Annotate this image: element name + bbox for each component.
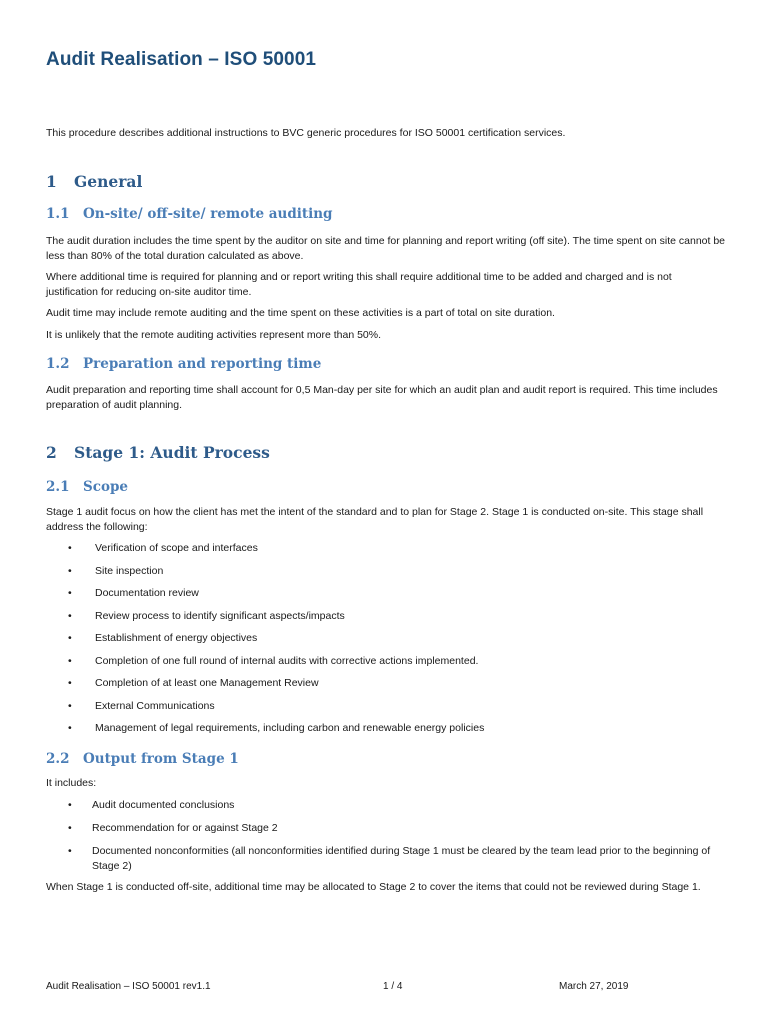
list-item-text: Audit documented conclusions (92, 799, 235, 811)
subsection-title: On-site/ off-site/ remote auditing (83, 206, 333, 222)
bullet-icon: • (68, 542, 72, 554)
footer-document-ref: Audit Realisation – ISO 50001 rev1.1 (46, 981, 211, 992)
section-number: 1 (46, 172, 57, 191)
section-title: Stage 1: Audit Process (74, 443, 270, 462)
paragraph: It is unlikely that the remote auditing activities represent more than 50%. (46, 329, 382, 341)
list-item-text: Completion of at least one Management Review (95, 677, 319, 689)
document-title: Audit Realisation – ISO 50001 (46, 49, 317, 70)
list-item-text: External Communications (95, 700, 215, 712)
bullet-icon: • (68, 610, 72, 622)
subsection-number: 2.1 (46, 479, 70, 495)
paragraph: Audit time may include remote auditing and the time spent on these activities is a part of total on site duration. (46, 307, 555, 319)
section-1-heading (46, 172, 142, 191)
bullet-icon: • (68, 677, 72, 689)
subsection-title: Scope (83, 479, 129, 495)
subsection-number: 1.2 (46, 356, 70, 372)
bullet-icon: • (68, 655, 72, 667)
section-2-2-heading (46, 751, 239, 767)
section-1-2-heading (46, 356, 321, 372)
list-item-text: Review process to identify significant aspects/impacts (95, 610, 345, 622)
paragraph: The audit duration includes the time spent by the auditor on site and time for planning and report writing (off site). The time spent on site cannot be less than 80% of the total duration calculated as above. (46, 235, 726, 262)
list-item-text: Site inspection (95, 565, 164, 577)
list-item-text: Management of legal requirements, including carbon and renewable energy policies (95, 722, 485, 734)
paragraph: Audit preparation and reporting time shall account for 0,5 Man-day per site for which an audit plan and audit report is required. This time includes preparation of audit planning. (46, 384, 718, 411)
paragraph: Stage 1 audit focus on how the client has met the intent of the standard and to plan for Stage 2. Stage 1 is conducted on-site. This stage shall address the following: (46, 506, 704, 533)
footer-page-number: 1 / 4 (383, 981, 403, 992)
subsection-number: 2.2 (46, 751, 70, 767)
subsection-title: Preparation and reporting time (83, 356, 322, 372)
list-item-text: Documented nonconformities (all nonconformities identified during Stage 1 must be cleared by the team lead prior to the beginning of Stage 2) (92, 845, 711, 872)
bullet-icon: • (68, 700, 72, 712)
list-item-text: Completion of one full round of internal audits with corrective actions implemented. (95, 655, 479, 667)
bullet-icon: • (68, 587, 72, 599)
bullet-icon: • (68, 845, 72, 857)
bullet-icon: • (68, 565, 72, 577)
bullet-icon: • (68, 822, 72, 834)
footer-date: March 27, 2019 (559, 981, 629, 992)
section-number: 2 (46, 443, 57, 462)
list-item-text: Verification of scope and interfaces (95, 542, 258, 554)
bullet-icon: • (68, 632, 72, 644)
section-title: General (74, 172, 143, 191)
subsection-title: Output from Stage 1 (83, 751, 239, 767)
bullet-icon: • (68, 799, 72, 811)
paragraph: It includes: (46, 777, 97, 789)
section-2-heading (46, 443, 270, 462)
section-1-1-heading (46, 206, 333, 222)
bullet-icon: • (68, 722, 72, 734)
intro-paragraph: This procedure describes additional instructions to BVC generic procedures for ISO 50001 certification services. (46, 127, 566, 139)
list-item-text: Documentation review (95, 587, 199, 599)
list-item-text: Recommendation for or against Stage 2 (92, 822, 278, 834)
paragraph: When Stage 1 is conducted off-site, additional time may be allocated to Stage 2 to cover the items that could not be reviewed during Stage 1. (46, 881, 701, 893)
paragraph: Where additional time is required for planning and or report writing this shall require additional time to be added and charged and is not justification for reducing on-site auditor time. (46, 271, 672, 298)
list-item-text: Establishment of energy objectives (95, 632, 258, 644)
subsection-number: 1.1 (46, 206, 70, 222)
section-2-1-heading (46, 479, 128, 495)
